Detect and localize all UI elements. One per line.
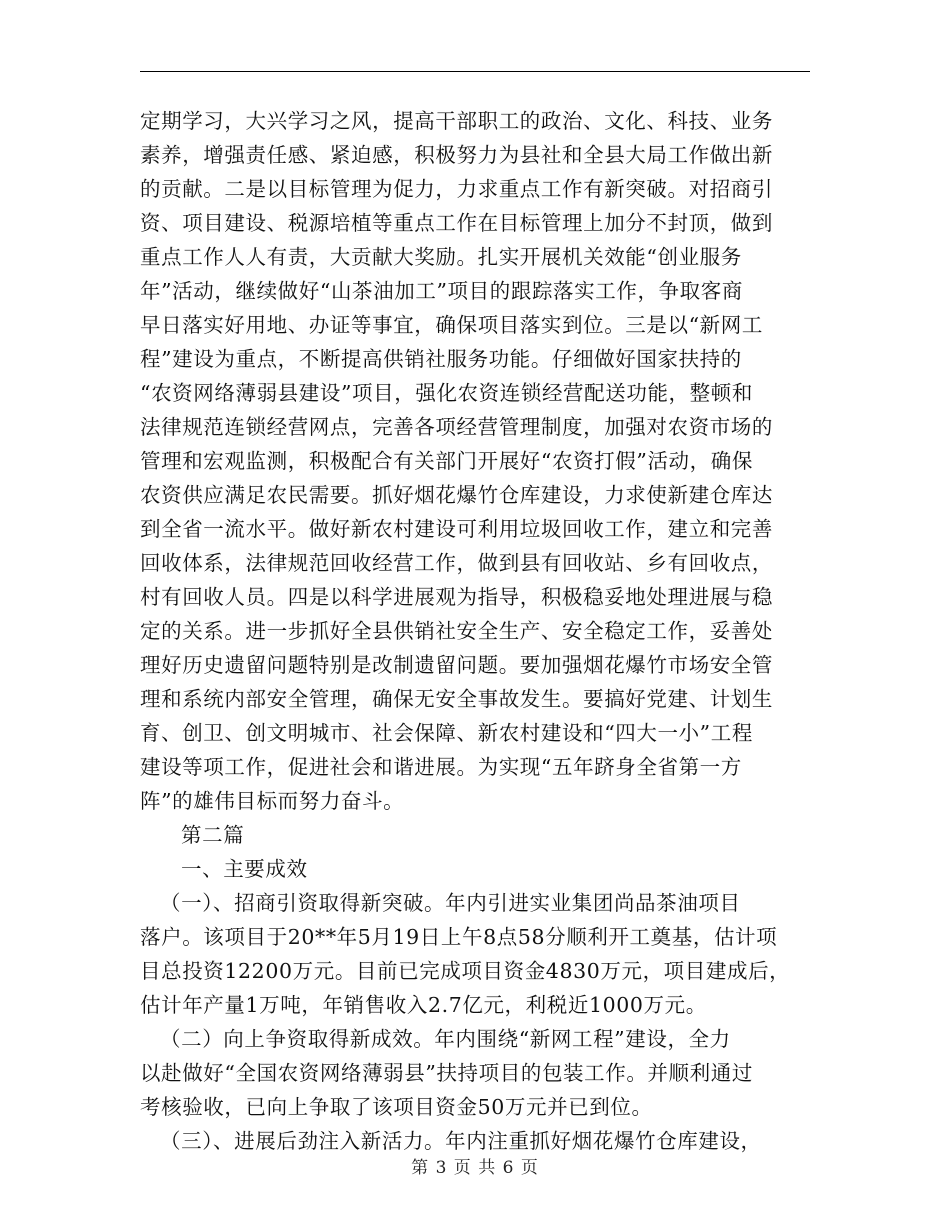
text-line: 管理和宏观监测，积极配合有关部门开展好“农资打假”活动，确保 xyxy=(140,449,753,473)
text-line: 村有回收人员。四是以科学进展观为指导，积极稳妥地处理进展与稳 xyxy=(140,585,773,609)
header-rule xyxy=(140,71,810,72)
text-line: 估计年产量1万吨，年销售收入2.7亿元，利税近1000万元。 xyxy=(140,993,707,1017)
text-line: （三）、进展后劲注入新活力。年内注重抓好烟花爆竹仓库建设， xyxy=(160,1129,762,1153)
text-line: 早日落实好用地、办证等事宜，确保项目落实到位。三是以“新网工 xyxy=(140,313,763,337)
text-line: 程”建设为重点，不断提高供销社服务功能。仔细做好国家扶持的 xyxy=(140,347,742,371)
page-number: 第 3 页 共 6 页 xyxy=(411,1158,539,1178)
text-line: 理好历史遗留问题特别是改制遗留问题。要加强烟花爆竹市场安全管 xyxy=(140,653,773,677)
text-line: 素养，增强责任感、紧迫感，积极努力为县社和全县大局工作做出新 xyxy=(140,143,773,167)
text-line: 资、项目建设、税源培植等重点工作在目标管理上加分不封顶，做到 xyxy=(140,211,773,235)
text-line: （二）向上争资取得新成效。年内围绕“新网工程”建设，全力 xyxy=(160,1027,731,1051)
text-line: 育、创卫、创文明城市、社会保障、新农村建设和“四大一小”工程 xyxy=(140,721,753,745)
text-line: 考核验收，已向上争取了该项目资金50万元并已到位。 xyxy=(140,1095,653,1119)
text-line: 回收体系，法律规范回收经营工作，做到县有回收站、乡有回收点， xyxy=(140,551,773,575)
text-line: 理和系统内部安全管理，确保无安全事故发生。要搞好党建、计划生 xyxy=(140,687,773,711)
document-body xyxy=(140,104,810,1158)
section-heading: 第二篇 xyxy=(181,823,245,847)
text-line: 重点工作人人有责，大贡献大奖励。扎实开展机关效能“创业服务 xyxy=(140,245,742,269)
text-line: 阵”的雄伟目标而努力奋斗。 xyxy=(140,789,405,813)
text-line: 落户。该项目于20**年5月19日上午8点58分顺利开工奠基，估计项 xyxy=(140,925,778,949)
text-line: 的贡献。二是以目标管理为促力，力求重点工作有新突破。对招商引 xyxy=(140,177,773,201)
text-line: 法律规范连锁经营网点，完善各项经营管理制度，加强对农资市场的 xyxy=(140,415,773,439)
text-line: “农资网络薄弱县建设”项目，强化农资连锁经营配送功能，整顿和 xyxy=(140,381,753,405)
text-line: 以赴做好“全国农资网络薄弱县”扶持项目的包装工作。并顺利通过 xyxy=(140,1061,753,1085)
text-line: 建设等项工作，促进社会和谐进展。为实现“五年跻身全省第一方 xyxy=(140,755,742,779)
text-line: 农资供应满足农民需要。抓好烟花爆竹仓库建设，力求使新建仓库达 xyxy=(140,483,773,507)
text-line: 目总投资12200万元。目前已完成项目资金4830万元，项目建成后， xyxy=(140,959,791,983)
text-line: （一）、招商引资取得新突破。年内引进实业集团尚品茶油项目 xyxy=(160,891,741,915)
text-line: 年”活动，继续做好“山茶油加工”项目的跟踪落实工作，争取客商 xyxy=(140,279,743,303)
subsection-heading: 一、主要成效 xyxy=(181,857,308,881)
text-line: 定的关系。进一步抓好全县供销社安全生产、安全稳定工作，妥善处 xyxy=(140,619,773,643)
text-line: 定期学习，大兴学习之风，提高干部职工的政治、文化、科技、业务 xyxy=(140,109,773,133)
text-line: 到全省一流水平。做好新农村建设可利用垃圾回收工作，建立和完善 xyxy=(140,517,773,541)
